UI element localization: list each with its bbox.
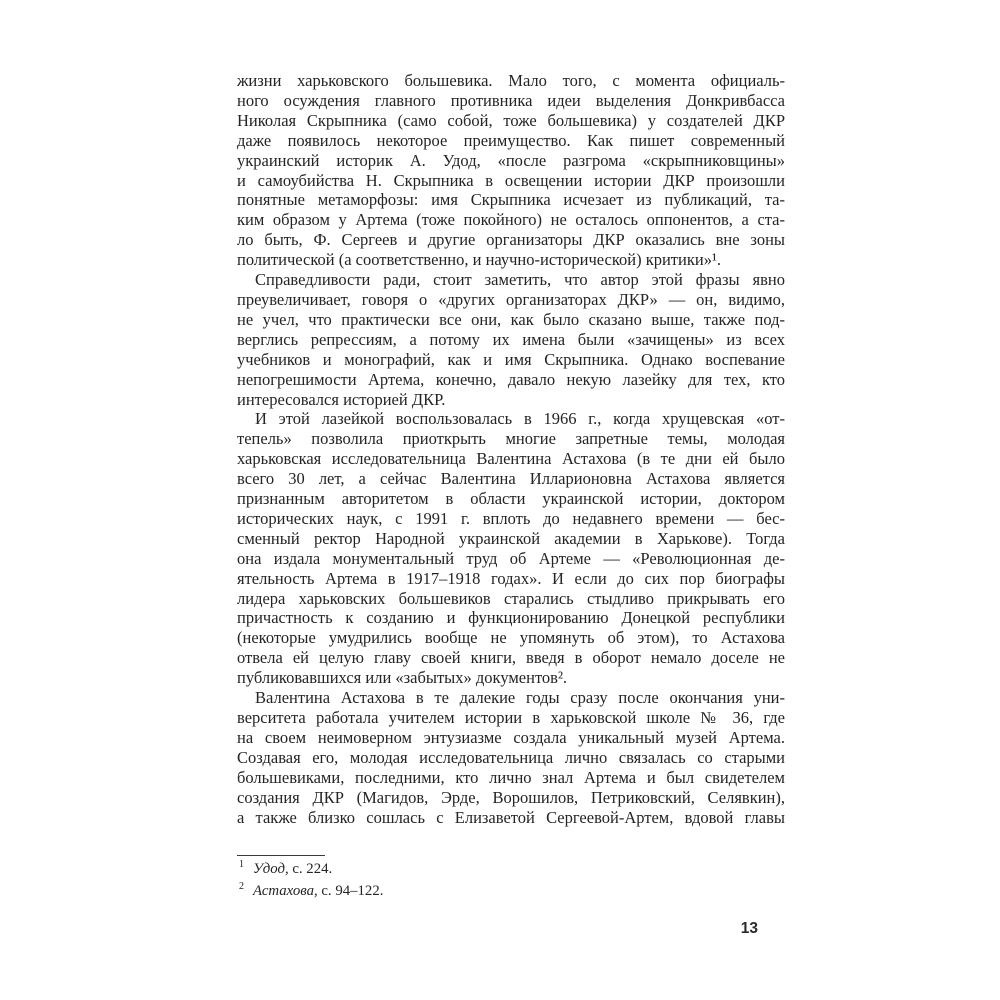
text-line: Николая Скрыпника (само собой, тоже большевика) у создателей ДКР: [237, 110, 785, 130]
footnote-source: Удод: [253, 861, 285, 877]
text-line: харьковская исследовательница Валентина Астахова (в те дни ей было: [237, 449, 785, 469]
page-number: 13: [740, 920, 758, 937]
paragraph: [237, 688, 785, 827]
text-line: она издала монументальный труд об Артеме — «Революционная де-: [237, 548, 785, 568]
footnote: [237, 882, 785, 900]
text-line: Справедливости ради, стоит заметить, что автор этой фразы явно: [255, 270, 785, 290]
paragraph: [237, 71, 785, 270]
footnote-divider: [237, 855, 325, 856]
footnote-detail: , с. 224.: [284, 861, 333, 877]
text-line: тепель» позволила приоткрыть многие запретные темы, молодая: [237, 429, 785, 449]
text-line: И этой лазейкой воспользовалась в 1966 г., когда хрущевская «от-: [255, 409, 785, 429]
text-line: и самоубийства Н. Скрыпника в освещении истории ДКР произошли: [237, 170, 785, 190]
body-text: [237, 71, 785, 827]
text-line: политической (а соответственно, и научно-исторической) критики»¹.: [237, 250, 722, 270]
text-line: учебников и монографий, как и имя Скрыпника. Однако воспевание: [237, 349, 785, 369]
text-line: всего 30 лет, а сейчас Валентина Илларионовна Астахова является: [237, 469, 785, 489]
footnote-marker: 2: [239, 881, 244, 893]
text-line: ного осуждения главного противника идеи выделения Донкривбасса: [237, 90, 785, 110]
text-line: признанным авторитетом в области украинской истории, доктором: [237, 489, 785, 509]
text-line: Создавая его, молодая исследовательница лично связалась со старыми: [237, 747, 785, 767]
footnotes-section: [237, 855, 785, 900]
text-line: создания ДКР (Магидов, Эрде, Ворошилов, Петриковский, Селявкин),: [237, 787, 785, 807]
text-line: украинский историк А. Удод, «после разгрома «скрыпниковщины»: [237, 150, 785, 170]
footnote-source: Астахова: [253, 883, 314, 899]
text-line: Валентина Астахова в те далекие годы сразу после окончания уни-: [255, 688, 785, 708]
text-line: большевиками, последними, кто лично знал Артема и был свидетелем: [237, 767, 785, 787]
footnote: [237, 860, 785, 878]
text-line: на своем неимоверном энтузиазме создала уникальный музей Артема.: [237, 727, 785, 747]
text-line: преувеличивает, говоря о «других организаторах ДКР» — он, видимо,: [237, 289, 785, 309]
text-line: отвела ей целую главу своей книги, введя в оборот немало доселе не: [237, 648, 785, 668]
text-line: даже появилось некоторое преимущество. Как пишет современный: [237, 130, 785, 150]
text-line: ятельность Артема в 1917–1918 годах». И если до сих пор биографы: [237, 568, 785, 588]
text-line: сменный ректор Народной украинской академии в Харькове). Тогда: [237, 528, 785, 548]
text-line: а также близко сошлась с Елизаветой Сергеевой-Артем, вдовой главы: [237, 807, 785, 827]
text-line: верглись репрессиям, а потому их имена были «зачищены» из всех: [237, 329, 785, 349]
text-line: ло быть, Ф. Сергеев и другие организаторы ДКР оказались вне зоны: [237, 230, 785, 250]
text-line: публиковавшихся или «забытых» документов².: [237, 668, 568, 688]
text-line: жизни харьковского большевика. Мало того, с момента официаль-: [237, 71, 785, 90]
text-line: (некоторые умудрились вообще не упомянуть об этом), то Астахова: [237, 628, 785, 648]
text-line: лидера харьковских большевиков старались стыдливо прикрывать его: [237, 588, 785, 608]
text-line: не учел, что практически все они, как было сказано выше, также под-: [237, 309, 785, 329]
text-line: понятные метаморфозы: имя Скрыпника исчезает из публикаций, та-: [237, 190, 785, 210]
footnote-detail: , с. 94–122.: [313, 883, 384, 899]
text-line: причастность к созданию и функционированию Донецкой республики: [237, 608, 785, 628]
footnote-marker: 1: [239, 859, 244, 871]
paragraph: [237, 270, 785, 409]
text-line: интересовался историей ДКР.: [237, 389, 446, 409]
text-line: верситета работала учителем истории в харьковской школе № 36, где: [237, 708, 785, 727]
paragraph: [237, 409, 785, 688]
text-line: непогрешимости Артема, конечно, давало некую лазейку для тех, кто: [237, 369, 785, 389]
text-line: ким образом у Артема (тоже покойного) не осталось оппонентов, а ста-: [237, 210, 785, 230]
text-line: исторических наук, с 1991 г. вплоть до недавнего времени — бес-: [237, 508, 785, 528]
